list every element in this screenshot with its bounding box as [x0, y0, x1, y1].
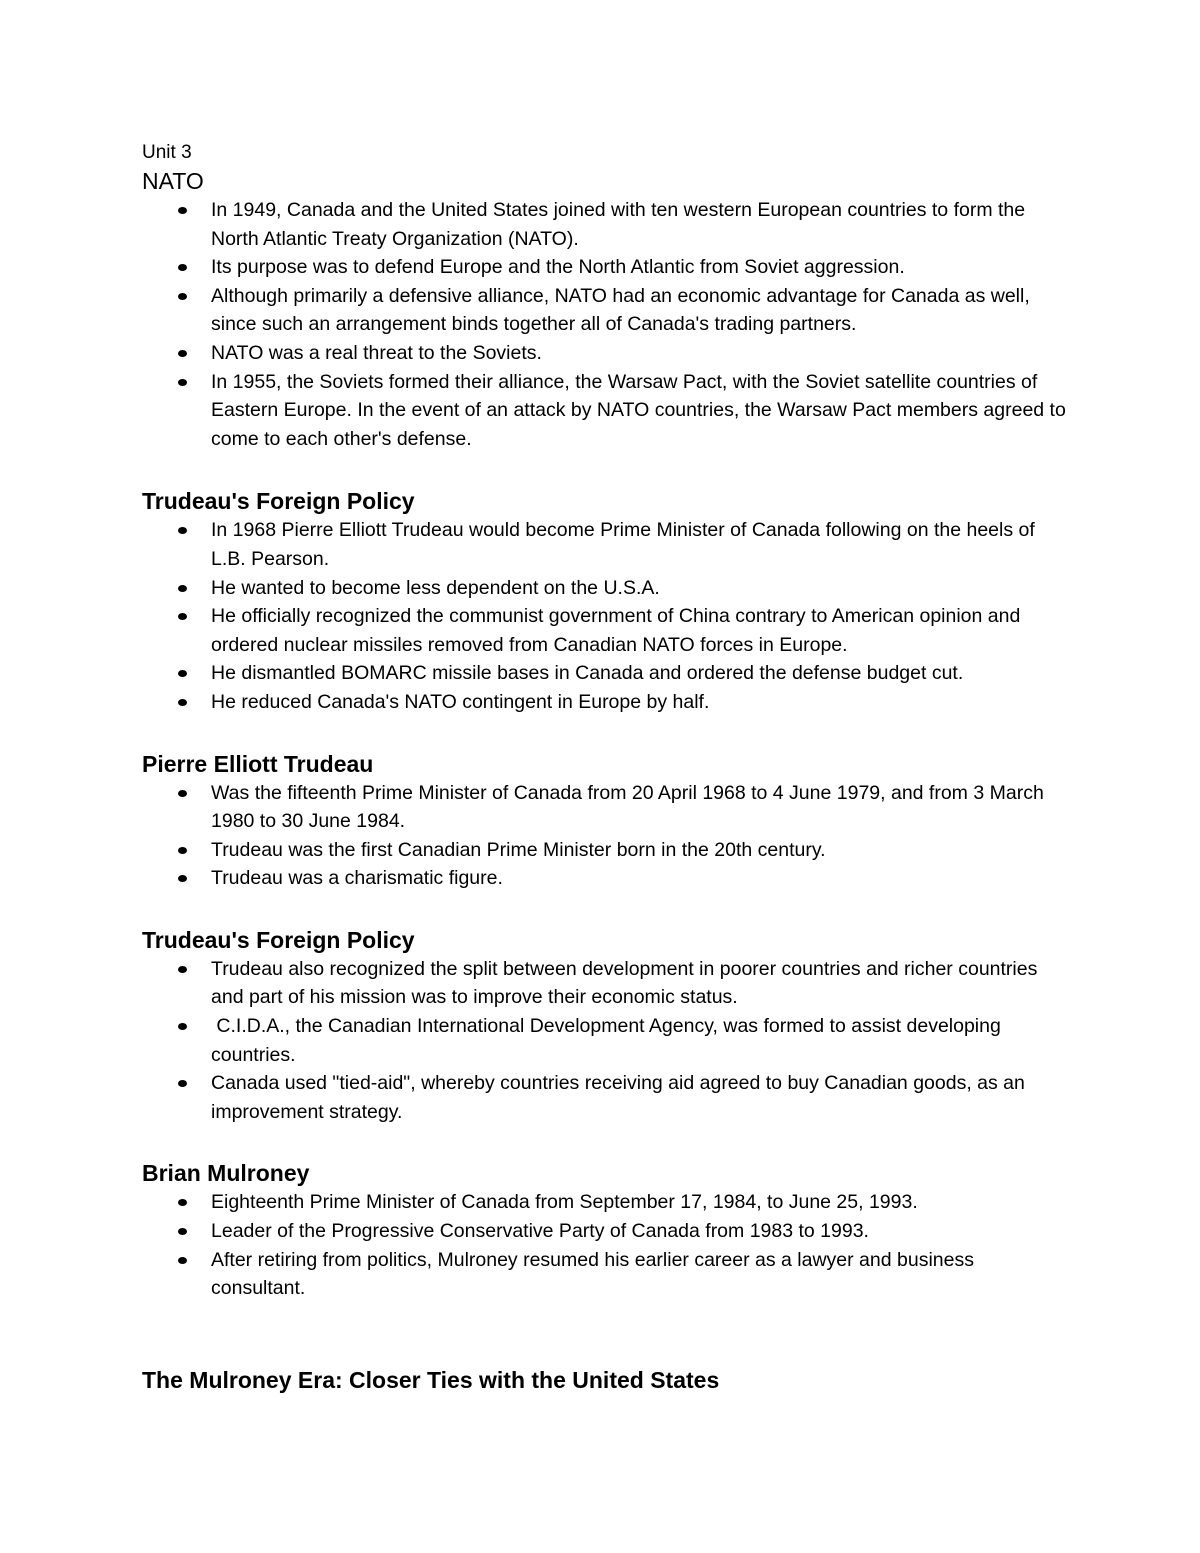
bullet-icon [178, 264, 187, 271]
bullet-icon [178, 293, 187, 300]
list-item-text: Trudeau was the first Canadian Prime Minister born in the 20th century. [211, 838, 826, 861]
bullet-icon [178, 1199, 187, 1206]
section-spacer [142, 717, 1072, 749]
list-item-text: Trudeau also recognized the split between development in poorer countries and richer countries and part of his mission was to improve their economic status. [211, 957, 1038, 1009]
bullet-icon [178, 613, 187, 620]
list-item-text: Its purpose was to defend Europe and the North Atlantic from Soviet aggression. [211, 256, 905, 279]
document-page [142, 140, 1072, 1395]
section-spacer [142, 893, 1072, 925]
list-item-text: He wanted to become less dependent on the U.S.A. [211, 576, 660, 599]
section-title-trudeau-foreign-policy: Trudeau's Foreign Policy [142, 488, 415, 515]
list-item [142, 836, 1072, 865]
list-item [142, 1188, 1072, 1217]
unit-label: Unit 3 [142, 142, 192, 163]
list-item-text: NATO was a real threat to the Soviets. [211, 341, 542, 364]
bullet-icon [178, 847, 187, 854]
bullet-icon [178, 585, 187, 592]
list-item-text: Leader of the Progressive Conservative Party of Canada from 1983 to 1993. [211, 1220, 869, 1243]
bullet-icon [178, 875, 187, 882]
bullet-list-brian-mulroney [142, 1188, 1072, 1302]
list-item [142, 659, 1072, 688]
list-item [142, 688, 1072, 717]
list-item [142, 1069, 1072, 1126]
list-item-text: In 1949, Canada and the United States joined with ten western European countries to form the North Atlantic Treaty Organization (NATO). [211, 199, 1026, 250]
section-title-trudeau-foreign-policy-2: Trudeau's Foreign Policy [142, 926, 415, 953]
bullet-icon [178, 699, 187, 706]
section-title-nato: NATO [142, 168, 204, 194]
section-spacer [142, 1303, 1072, 1365]
bullet-icon [178, 1257, 187, 1264]
bullet-icon [178, 790, 187, 797]
list-item [142, 955, 1072, 1012]
list-item [142, 253, 1072, 282]
list-item [142, 1217, 1072, 1246]
bullet-icon [178, 1023, 187, 1030]
bullet-icon [178, 527, 187, 534]
bullet-list-nato [142, 196, 1072, 453]
bullet-icon [178, 379, 187, 386]
list-item-text: In 1955, the Soviets formed their alliance, the Warsaw Pact, with the Soviet satellite countries of Eastern Europe. In the event of an attack by NATO countries, the Warsaw Pact members agreed to come to each other's defense. [211, 370, 1066, 450]
bullet-list-trudeau-foreign-policy [142, 516, 1072, 716]
bullet-list-pierre-elliott-trudeau [142, 779, 1072, 893]
list-item [142, 779, 1072, 836]
bullet-icon [178, 1228, 187, 1235]
list-item-text: Eighteenth Prime Minister of Canada from September 17, 1984, to June 25, 1993. [211, 1191, 918, 1214]
section-spacer [142, 453, 1072, 486]
section-spacer [142, 1126, 1072, 1158]
list-item [142, 574, 1072, 603]
list-item-text: He dismantled BOMARC missile bases in Canada and ordered the defense budget cut. [211, 662, 964, 685]
list-item-text: In 1968 Pierre Elliott Trudeau would become Prime Minister of Canada following on the heels of L.B. Pearson. [211, 519, 1035, 570]
bullet-icon [178, 966, 187, 973]
bullet-icon [178, 1080, 187, 1087]
bullet-icon [178, 670, 187, 677]
section-title-pierre-elliott-trudeau: Pierre Elliott Trudeau [142, 750, 374, 777]
bullet-list-trudeau-foreign-policy-2 [142, 955, 1072, 1127]
list-item-text: Although primarily a defensive alliance, NATO had an economic advantage for Canada as well, since such an arrangement binds together all of Canada's trading partners. [211, 284, 1030, 336]
section-title-brian-mulroney: Brian Mulroney [142, 1160, 310, 1187]
list-item [142, 368, 1072, 454]
list-item [142, 516, 1072, 573]
list-item [142, 282, 1072, 339]
list-item-text: He reduced Canada's NATO contingent in Europe by half. [211, 690, 710, 713]
section-title-mulroney-era: The Mulroney Era: Closer Ties with the United States [142, 1366, 720, 1393]
list-item-text: Was the fifteenth Prime Minister of Canada from 20 April 1968 to 4 June 1979, and from 3 March 1980 to 30 June 1984. [211, 781, 1044, 833]
list-item [142, 1012, 1072, 1069]
list-item [142, 196, 1072, 253]
bullet-icon [178, 207, 187, 214]
list-item-text: C.I.D.A., the Canadian International Development Agency, was formed to assist developing countries. [211, 1015, 1007, 1066]
list-item [142, 339, 1072, 368]
list-item-text: Trudeau was a charismatic figure. [211, 867, 503, 890]
list-item [142, 864, 1072, 893]
list-item-text: He officially recognized the communist government of China contrary to American opinion and ordered nuclear missiles removed from Canadian NATO forces in Europe. [211, 605, 1021, 656]
bullet-icon [178, 350, 187, 357]
list-item [142, 602, 1072, 659]
list-item [142, 1246, 1072, 1303]
list-item-text: Canada used "tied-aid", whereby countries receiving aid agreed to buy Canadian goods, as an improvement strategy. [211, 1072, 1025, 1123]
list-item-text: After retiring from politics, Mulroney resumed his earlier career as a lawyer and business consultant. [211, 1248, 974, 1300]
